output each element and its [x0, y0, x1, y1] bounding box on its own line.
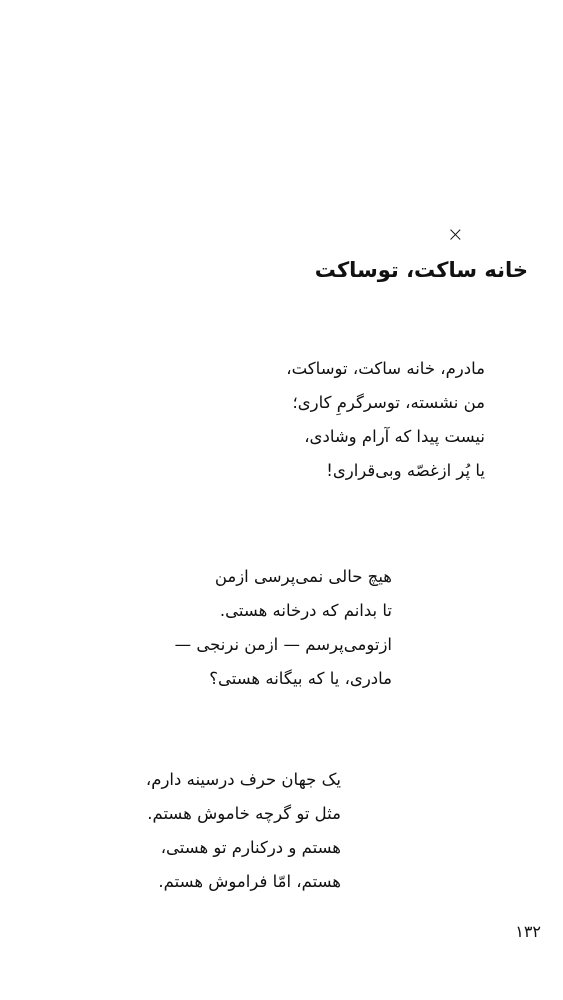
stanza-1	[286, 352, 485, 488]
stanza-3	[146, 763, 341, 899]
verse-line: هیچ حالی نمی‌پرسی ازمن	[214, 567, 392, 586]
verse-line: مادرم، خانه ساکت، توساکت،	[286, 359, 485, 378]
verse-line: هستم و درکنارم تو هستی،	[160, 838, 341, 857]
page-number: ۱۳۲	[515, 922, 541, 941]
verse-line: من نشسته، توسرگرمِ کاری؛	[292, 393, 485, 412]
handwritten-mark: ×	[447, 222, 464, 246]
verse-line: هستم، امّا فراموش هستم.	[158, 872, 341, 891]
verse-line: تا بدانم که درخانه هستی.	[219, 601, 392, 620]
stanza-2	[175, 560, 392, 696]
verse-line: یک جهان حرف درسینه دارم،	[145, 770, 341, 789]
verse-line: مثل تو گرچه خاموش هستم.	[147, 804, 341, 823]
verse-line: یا پُر ازغصّه وبی‌قراری!	[326, 461, 485, 480]
verse-line: مادری، یا که بیگانه هستی؟	[209, 669, 392, 688]
verse-line: نیست پیدا که آرام وشادی،	[304, 427, 485, 446]
verse-line: ازتومی‌پرسم — ازمن نرنجی —	[174, 635, 392, 654]
poem-title: خانه ساکت، توساکت	[314, 258, 528, 282]
